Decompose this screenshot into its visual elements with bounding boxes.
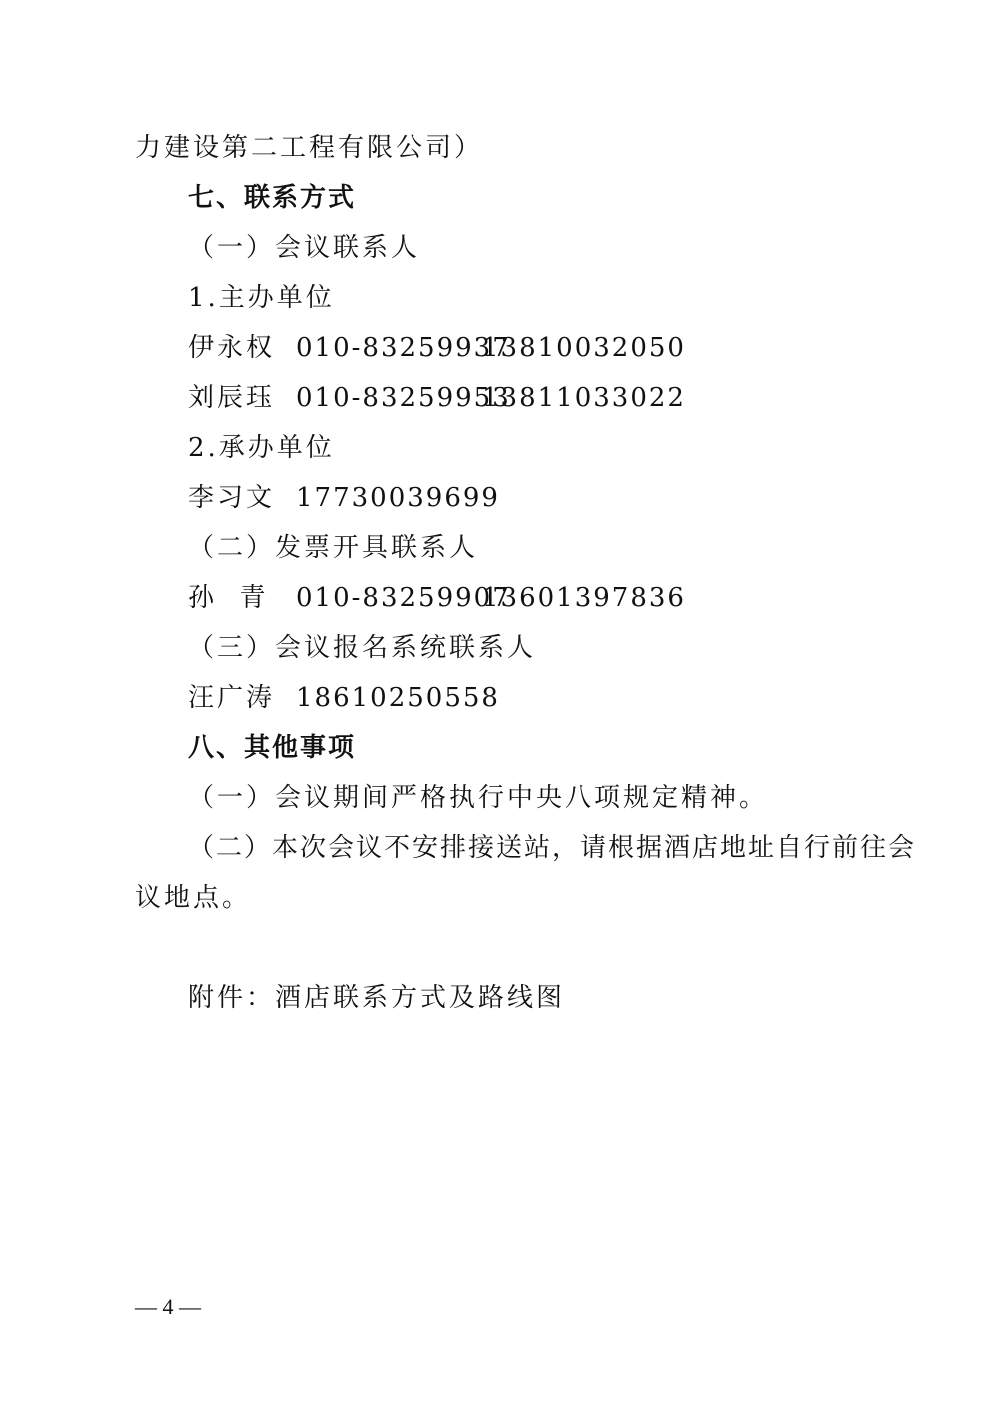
organizer-label: 1.主办单位	[188, 283, 335, 313]
contact-office-phone: 010-83259907	[296, 583, 511, 613]
undertaker-label: 2.承办单位	[188, 433, 335, 463]
contact-mobile-phone: 13811033022	[482, 383, 686, 413]
contact-row	[188, 683, 500, 713]
contact-mobile-phone: 17730039699	[296, 483, 500, 513]
meeting-contacts-subheading: （一）会议联系人	[188, 233, 421, 263]
contact-name: 汪广涛	[188, 683, 276, 713]
contact-office-phone: 010-83259937	[296, 333, 511, 363]
other-matters-item: （一）会议期间严格执行中央八项规定精神。	[188, 783, 769, 813]
contact-mobile-phone: 18610250558	[296, 683, 500, 713]
section-7-heading: 七、联系方式	[188, 183, 357, 213]
page-number: — 4 —	[135, 1294, 201, 1319]
contact-row	[188, 583, 686, 613]
contact-name: 伊永权	[188, 333, 276, 363]
contact-name: 李习文	[188, 483, 276, 513]
contact-row	[188, 483, 500, 513]
contact-office-phone: 010-83259953	[296, 383, 511, 413]
contact-row	[188, 333, 686, 363]
other-matters-item: （二）本次会议不安排接送站，请根据酒店地址自行前往会	[188, 833, 917, 863]
contact-name: 刘辰珏	[188, 383, 276, 413]
contact-mobile-phone: 13810032050	[482, 333, 686, 363]
contact-name: 孙 青	[188, 583, 269, 613]
registration-contacts-subheading: （三）会议报名系统联系人	[188, 633, 537, 663]
section-8-heading: 八、其他事项	[188, 733, 357, 763]
other-matters-item-continuation: 议地点。	[135, 883, 252, 913]
invoice-contacts-subheading: （二）发票开具联系人	[188, 533, 479, 563]
contact-mobile-phone: 13601397836	[482, 583, 686, 613]
continuation-text: 力建设第二工程有限公司）	[135, 133, 484, 163]
attachment-note: 附件：酒店联系方式及路线图	[188, 983, 566, 1013]
contact-row	[188, 383, 686, 413]
